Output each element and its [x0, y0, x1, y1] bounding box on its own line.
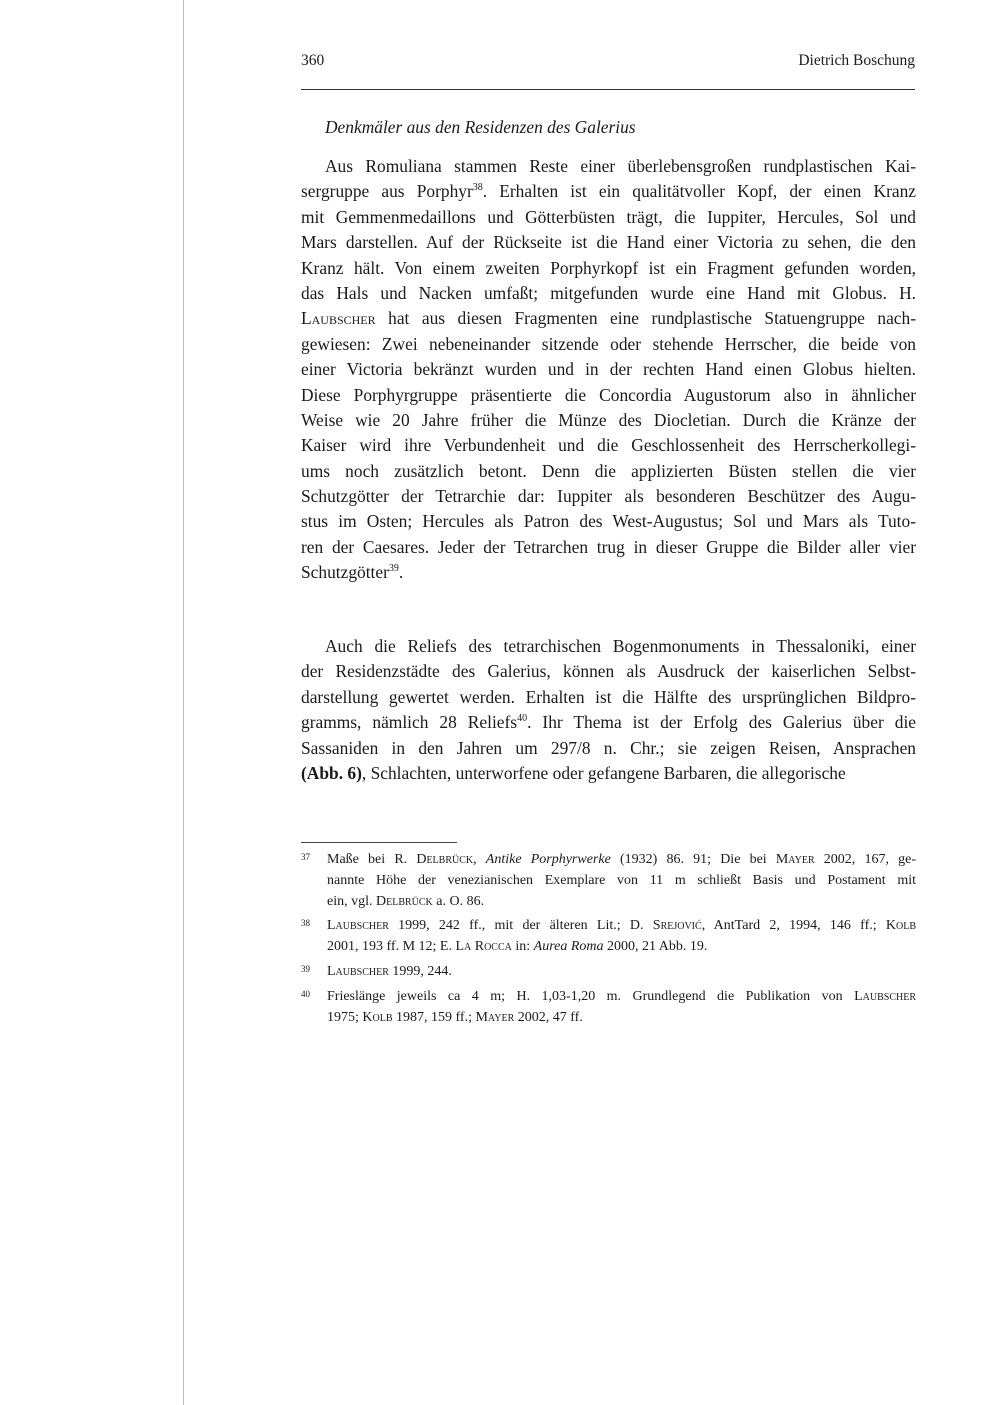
- work-title: Aurea Roma: [533, 939, 604, 955]
- text-line: [301, 736, 916, 761]
- text-line: [301, 408, 916, 433]
- text-line: [301, 710, 916, 735]
- text-line: [301, 459, 916, 484]
- footnote-line: [327, 962, 916, 983]
- text-line: [301, 560, 916, 585]
- author-name: Srejović: [652, 918, 702, 934]
- author-name: Laubscher: [327, 963, 389, 979]
- text-run: darstellung gewertet werden. Erhalten ist die Hälfte des ursprünglichen Bildpro-: [301, 686, 916, 707]
- text-line: [301, 179, 916, 204]
- text-run: Kranz hält. Von einem zweiten Porphyrkopf ist ein Fragment gefunden worden,: [301, 257, 916, 278]
- text-run: Maße bei R.: [327, 852, 417, 867]
- text-run: 2000, 21 Abb. 19.: [603, 939, 708, 955]
- work-title: Antike Porphyrwerke: [485, 852, 611, 867]
- author-name: Laubscher: [301, 308, 376, 329]
- page-number: 360: [301, 52, 325, 69]
- footnote-rule: [301, 842, 457, 843]
- footnote-line: [327, 871, 916, 892]
- text-run: , AntTard 2, 1994, 146 ff.;: [701, 918, 886, 934]
- text-run: 2002, 167, ge-: [814, 852, 917, 867]
- text-run: . Ihr Thema ist der Erfolg des Galerius über die: [527, 712, 916, 733]
- text-line: [301, 281, 916, 306]
- footnotes: [301, 850, 916, 1032]
- text-run: Diese Porphyrgruppe präsentierte die Concordia Augustorum also in ähnlicher: [301, 384, 916, 405]
- text-line: [301, 659, 916, 684]
- figure-reference: (Abb. 6): [301, 762, 362, 783]
- footnote-reference: 40: [517, 713, 528, 725]
- footnote-line: [327, 892, 916, 913]
- text-run: 2001, 193 ff. M 12; E.: [327, 939, 456, 955]
- text-run: in:: [511, 939, 534, 955]
- text-run: Schutzgötter der Tetrarchie dar: Iuppiter als besonderen Beschützer des Augu-: [301, 486, 916, 507]
- text-run: nannte Höhe der venezianischen Exemplare von 11 m schließt Basis und Postament mit: [327, 872, 916, 888]
- text-run: Weise wie 20 Jahre früher die Münze des Diocletian. Durch die Kränze der: [301, 409, 916, 430]
- text-line: [301, 433, 916, 458]
- body-paragraph-1: [301, 154, 916, 586]
- footnote-number: 37: [301, 852, 310, 862]
- text-run: (1932) 86. 91; Die bei: [610, 852, 776, 867]
- author-name: Laubscher: [854, 988, 916, 1004]
- author-name: Mayer: [775, 852, 815, 867]
- text-line: [301, 332, 916, 357]
- text-line: [301, 685, 916, 710]
- text-line: [301, 535, 916, 560]
- text-run: Sassaniden in den Jahren um 297/8 n. Chr.; sie zeigen Reisen, Ansprachen: [301, 737, 916, 758]
- author-name: Kolb: [885, 918, 917, 934]
- running-header: [301, 52, 915, 76]
- text-run: Kaiser wird ihre Verbundenheit und die Geschlossenheit des Herrscherkollegi-: [301, 435, 916, 456]
- section-title: Denkmäler aus den Residenzen des Galerius: [325, 117, 636, 137]
- text-run: stus im Osten; Hercules als Patron des West-Augustus; Sol und Mars als Tuto-: [301, 511, 916, 532]
- text-run: a. O. 86.: [432, 893, 485, 909]
- footnote-number: 38: [301, 918, 310, 929]
- text-run: das Hals und Nacken umfaßt; mitgefunden wurde eine Hand mit Globus. H.: [301, 282, 916, 303]
- body-paragraph-2: [301, 634, 916, 786]
- author-name: Mayer: [475, 1009, 515, 1025]
- text-run: Aus Romuliana stammen Reste einer überlebensgroßen rundplastischen Kai-: [325, 156, 916, 176]
- text-run: 1987, 159 ff.;: [392, 1009, 476, 1025]
- text-line: [301, 383, 916, 408]
- text-run: .: [398, 562, 404, 583]
- text-line: [301, 634, 916, 659]
- text-run: ren der Caesares. Jeder der Tetrarchen trug in dieser Gruppe die Bilder aller vier: [301, 536, 916, 557]
- footnote-number: 39: [301, 963, 310, 974]
- text-run: einer Victoria bekränzt wurden und in der rechten Hand einen Globus hielten.: [301, 359, 916, 380]
- author-name: Laubscher: [327, 918, 389, 934]
- footnote-reference: 38: [472, 182, 483, 194]
- text-run: 1999, 244.: [388, 963, 452, 979]
- text-run: Frieslänge jeweils ca 4 m; H. 1,03-1,20 m. Grundlegend die Publikation von: [327, 988, 855, 1004]
- text-line: [301, 230, 916, 255]
- text-line: [301, 484, 916, 509]
- text-run: ,: [473, 852, 486, 867]
- header-rule: [301, 89, 915, 90]
- text-run: ein, vgl.: [327, 893, 376, 909]
- text-line: [301, 509, 916, 534]
- footnote-line: [327, 850, 916, 871]
- text-line: [301, 154, 916, 179]
- text-run: gewiesen: Zwei nebeneinander sitzende oder stehende Herrscher, die beide von: [301, 333, 916, 354]
- footnote: [301, 987, 916, 1029]
- author-name: Delbrück: [416, 852, 474, 867]
- text-run: , Schlachten, unterworfene oder gefangene Barbaren, die allegorische: [361, 762, 846, 783]
- text-run: mit Gemmenmedaillons und Götterbüsten trägt, die Iuppiter, Hercules, Sol und: [301, 206, 916, 227]
- footnote: [301, 916, 916, 958]
- author-name: Kolb: [362, 1009, 393, 1025]
- text-line: [301, 256, 916, 281]
- text-run: gramms, nämlich 28 Reliefs: [301, 712, 518, 733]
- text-line: [301, 306, 916, 331]
- text-run: . Erhalten ist ein qualitätvoller Kopf, der einen Kranz: [482, 181, 916, 202]
- text-run: sergruppe aus Porphyr: [301, 181, 473, 202]
- text-line: [301, 761, 916, 786]
- footnote-line: [327, 916, 916, 937]
- footnote: [301, 962, 916, 983]
- author-name: Delbrück: [376, 893, 433, 909]
- text-run: Schutzgötter: [301, 562, 389, 583]
- text-line: [301, 205, 916, 230]
- footnote-line: [327, 987, 916, 1008]
- text-run: der Residenzstädte des Galerius, können als Ausdruck der kaiserlichen Selbst-: [301, 661, 916, 682]
- text-run: ums noch zusätzlich betont. Denn die applizierten Büsten stellen die vier: [301, 460, 916, 481]
- text-run: Mars darstellen. Auf der Rückseite ist die Hand einer Victoria zu sehen, die den: [301, 232, 916, 253]
- text-run: Auch die Reliefs des tetrarchischen Bogenmonuments in Thessaloniki, einer: [325, 636, 916, 656]
- footnote-number: 40: [301, 988, 310, 999]
- text-run: 2002, 47 ff.: [514, 1009, 583, 1025]
- author-name: La Rocca: [455, 939, 512, 955]
- page-gutter-line: [183, 0, 184, 1405]
- running-head-author: Dietrich Boschung: [798, 52, 915, 69]
- footnote-line: [327, 937, 916, 958]
- footnote-line: [327, 1008, 916, 1029]
- text-run: 1975;: [327, 1009, 363, 1025]
- footnote-reference: 39: [388, 563, 399, 575]
- text-line: [301, 357, 916, 382]
- footnote: [301, 850, 916, 912]
- text-run: 1999, 242 ff., mit der älteren Lit.; D.: [388, 918, 653, 934]
- text-run: hat aus diesen Fragmenten eine rundplastische Statuengruppe nach-: [375, 308, 916, 329]
